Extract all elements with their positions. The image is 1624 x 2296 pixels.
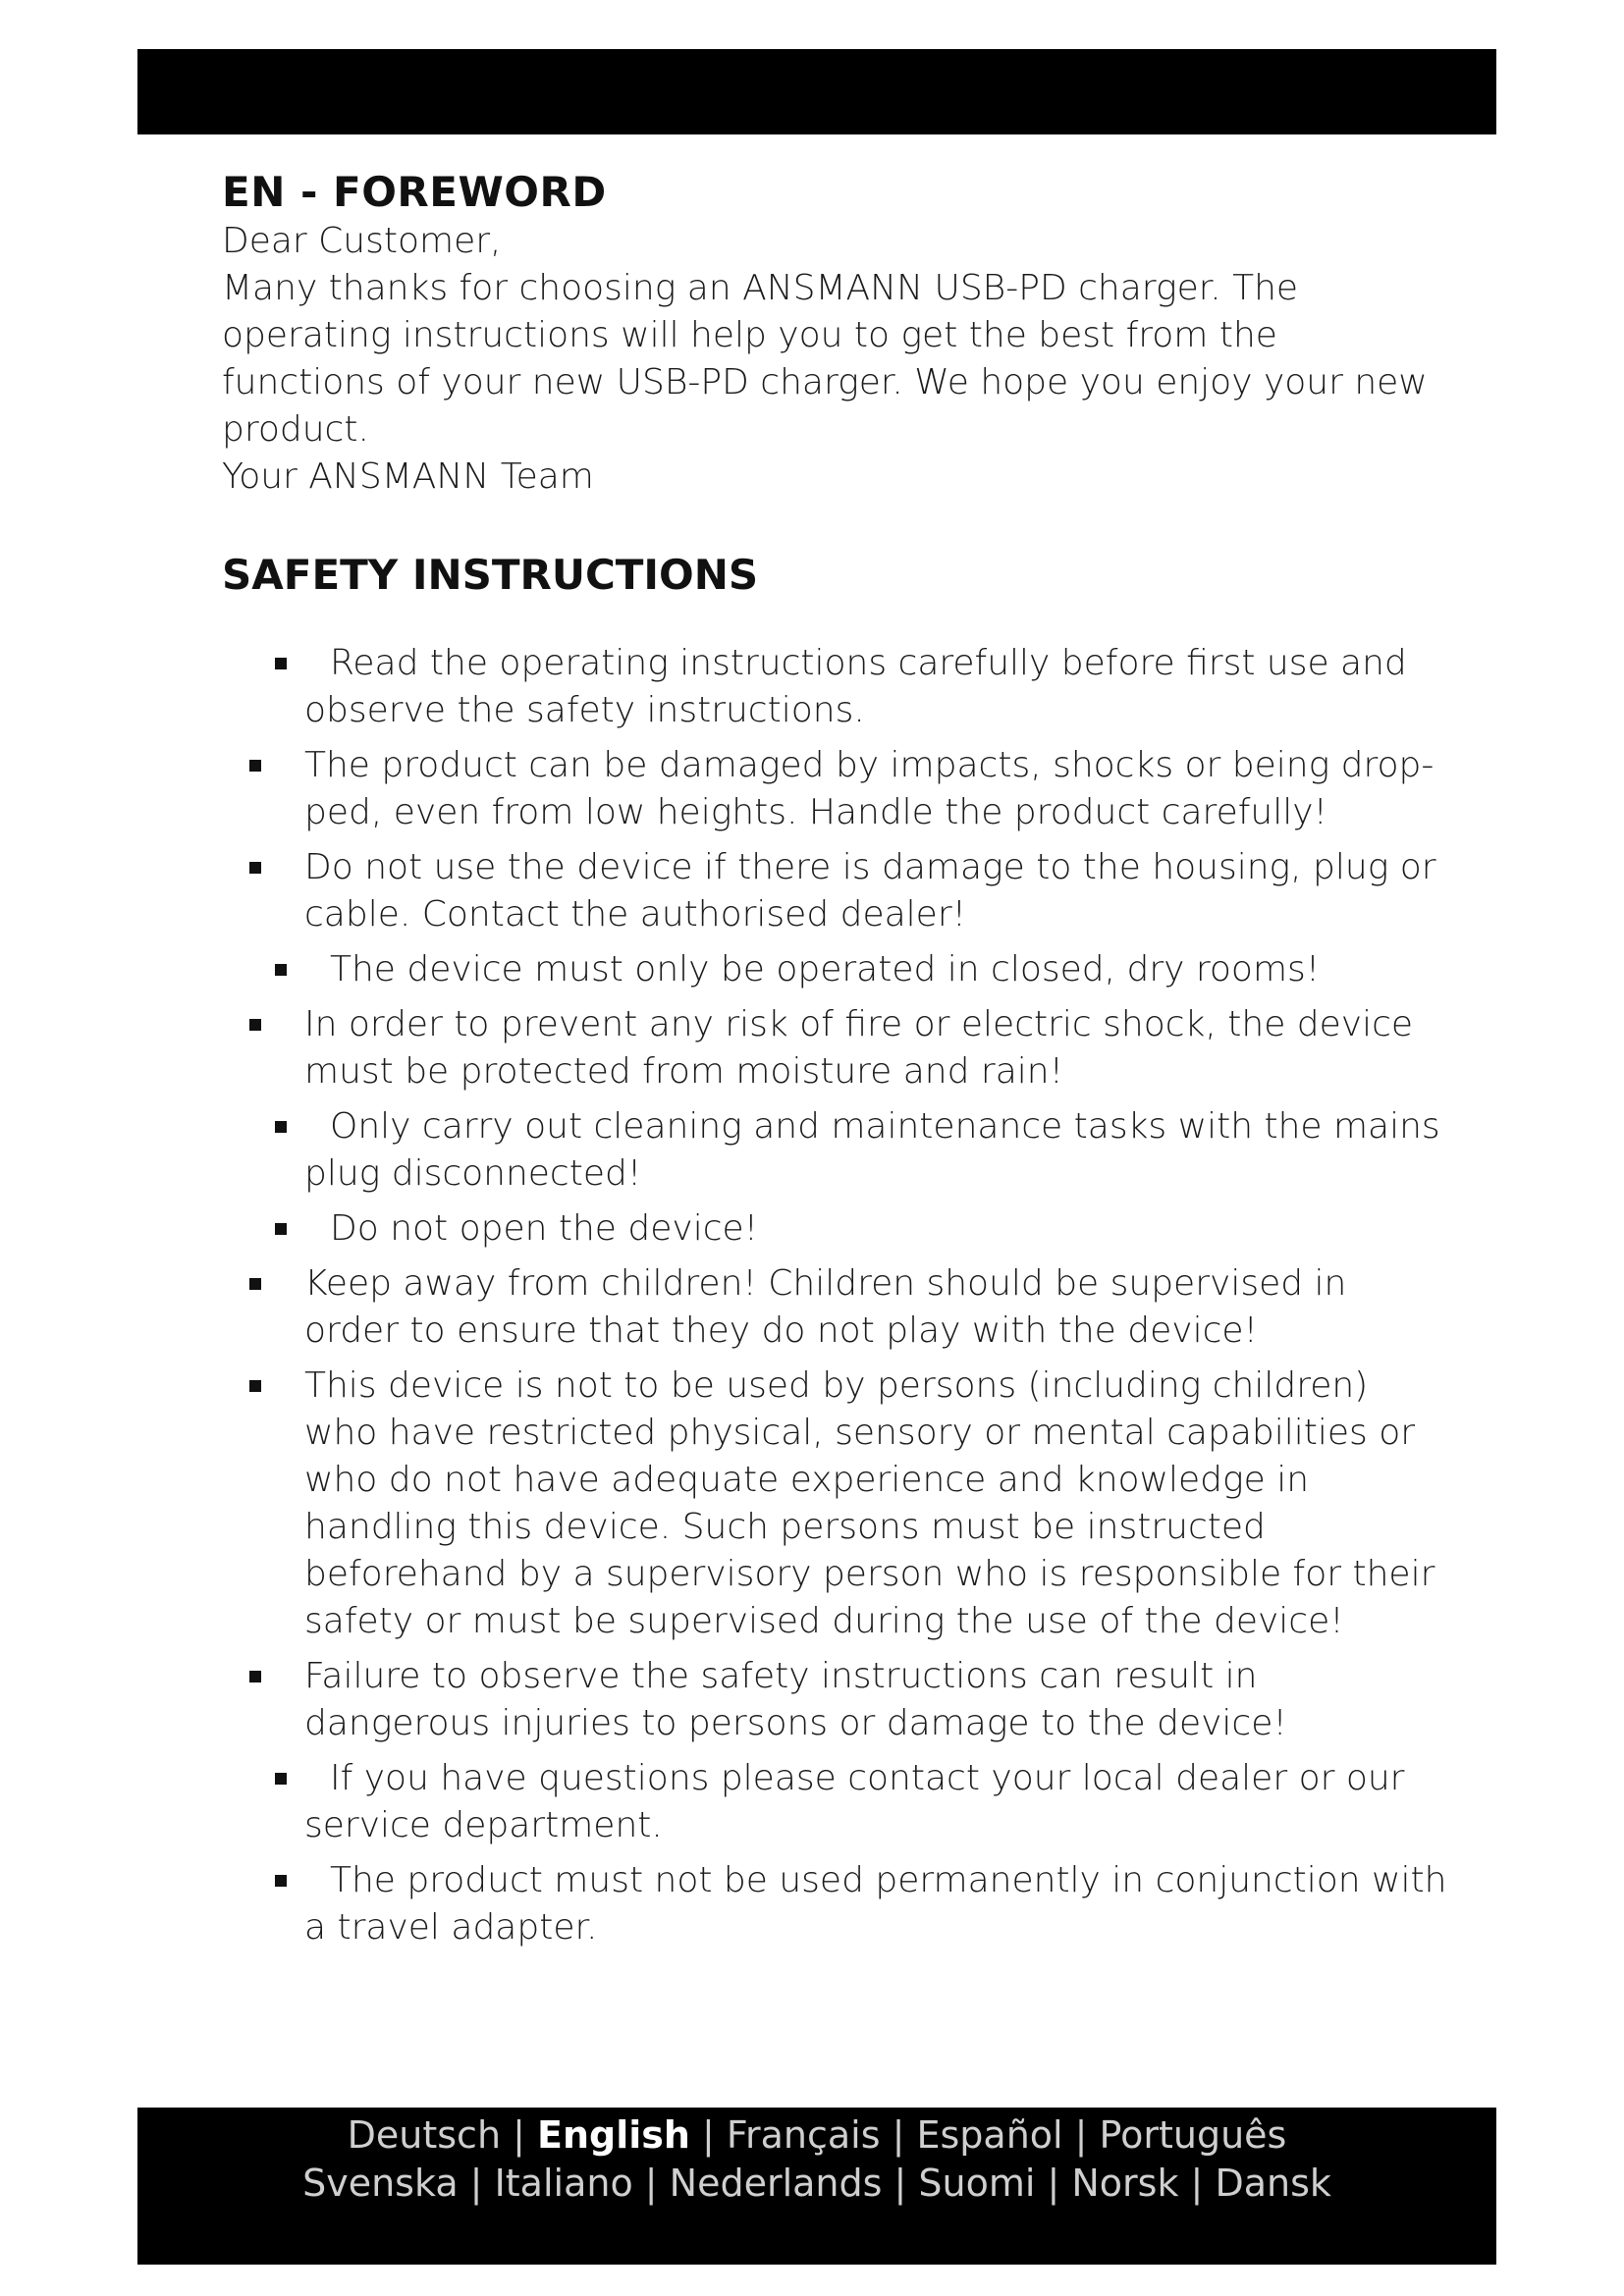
list-item: Do not open the device!: [222, 1205, 1449, 1253]
bullet-icon: [249, 862, 261, 874]
list-item: The product can be damaged by impacts, shocks or being drop-ped, even from low heights. Handle the product carefully!: [222, 742, 1449, 836]
language-code: EN: [222, 168, 286, 216]
language-row-1: [137, 2111, 1496, 2160]
bullet-icon: [249, 1671, 261, 1682]
bullet-icon: [275, 1875, 287, 1887]
list-item: Do not use the device if there is damage to the housing, plug or cable. Contact the authorised dealer!: [222, 844, 1449, 938]
bullet-icon: [275, 1223, 287, 1235]
list-item: The device must only be operated in closed, dry rooms!: [222, 946, 1449, 993]
signature: Your ANSMANN Team: [222, 456, 594, 497]
list-item: Failure to observe the safety instructions can result in dangerous injuries to persons or damage to the device!: [222, 1653, 1449, 1747]
header-bar: [137, 49, 1496, 134]
foreword-body: Many thanks for choosing an ANSMANN USB-PD charger. The operating instructions will help you to get the best from the functions of your new USB-PD charger. We hope you enjoy your new product.: [222, 268, 1428, 450]
language-links-before[interactable]: Deutsch |: [347, 2113, 537, 2157]
language-links-after[interactable]: | Français | Español | Português: [689, 2113, 1287, 2157]
bullet-icon: [275, 964, 287, 976]
list-item: Read the operating instructions carefully before first use and observe the safety instructions.: [222, 640, 1449, 734]
language-row-2[interactable]: Svenska | Italiano | Nederlands | Suomi | Norsk | Dansk: [302, 2162, 1331, 2205]
list-item: Keep away from children! Children should be supervised in order to ensure that they do not play with the device!: [222, 1260, 1449, 1355]
list-item: Only carry out cleaning and maintenance tasks with the mains plug disconnected!: [222, 1103, 1449, 1198]
bullet-icon: [275, 658, 287, 669]
safety-list: [222, 640, 1449, 1951]
bullet-icon: [249, 1380, 261, 1392]
safety-heading: SAFETY INSTRUCTIONS: [222, 551, 759, 599]
bullet-icon: [249, 1278, 261, 1290]
foreword-title: - FOREWORD: [299, 168, 607, 216]
list-item: If you have questions please contact your local dealer or our service department.: [222, 1755, 1449, 1849]
greeting: Dear Customer,: [222, 221, 502, 261]
bullet-icon: [275, 1121, 287, 1133]
language-bar: [137, 2108, 1496, 2265]
bullet-icon: [275, 1773, 287, 1785]
bullet-icon: [249, 1019, 261, 1031]
list-item: The product must not be used permanently in conjunction with a travel adapter.: [222, 1857, 1449, 1951]
list-item: This device is not to be used by persons (including children) who have restricted physical, sensory or mental capabilities or who do not have adequate experience and knowledge in handling this device. Such persons must be instructed beforehand by a supervisory person who is responsible for their safety or must be supervised during the use of the device!: [222, 1362, 1449, 1645]
bullet-icon: [249, 760, 261, 772]
page-content: [222, 167, 1449, 1959]
language-active[interactable]: English: [537, 2113, 690, 2157]
foreword-text: [222, 218, 1449, 501]
list-item: In order to prevent any risk of fire or electric shock, the device must be protected from moisture and rain!: [222, 1001, 1449, 1095]
foreword-heading: [222, 167, 1449, 218]
